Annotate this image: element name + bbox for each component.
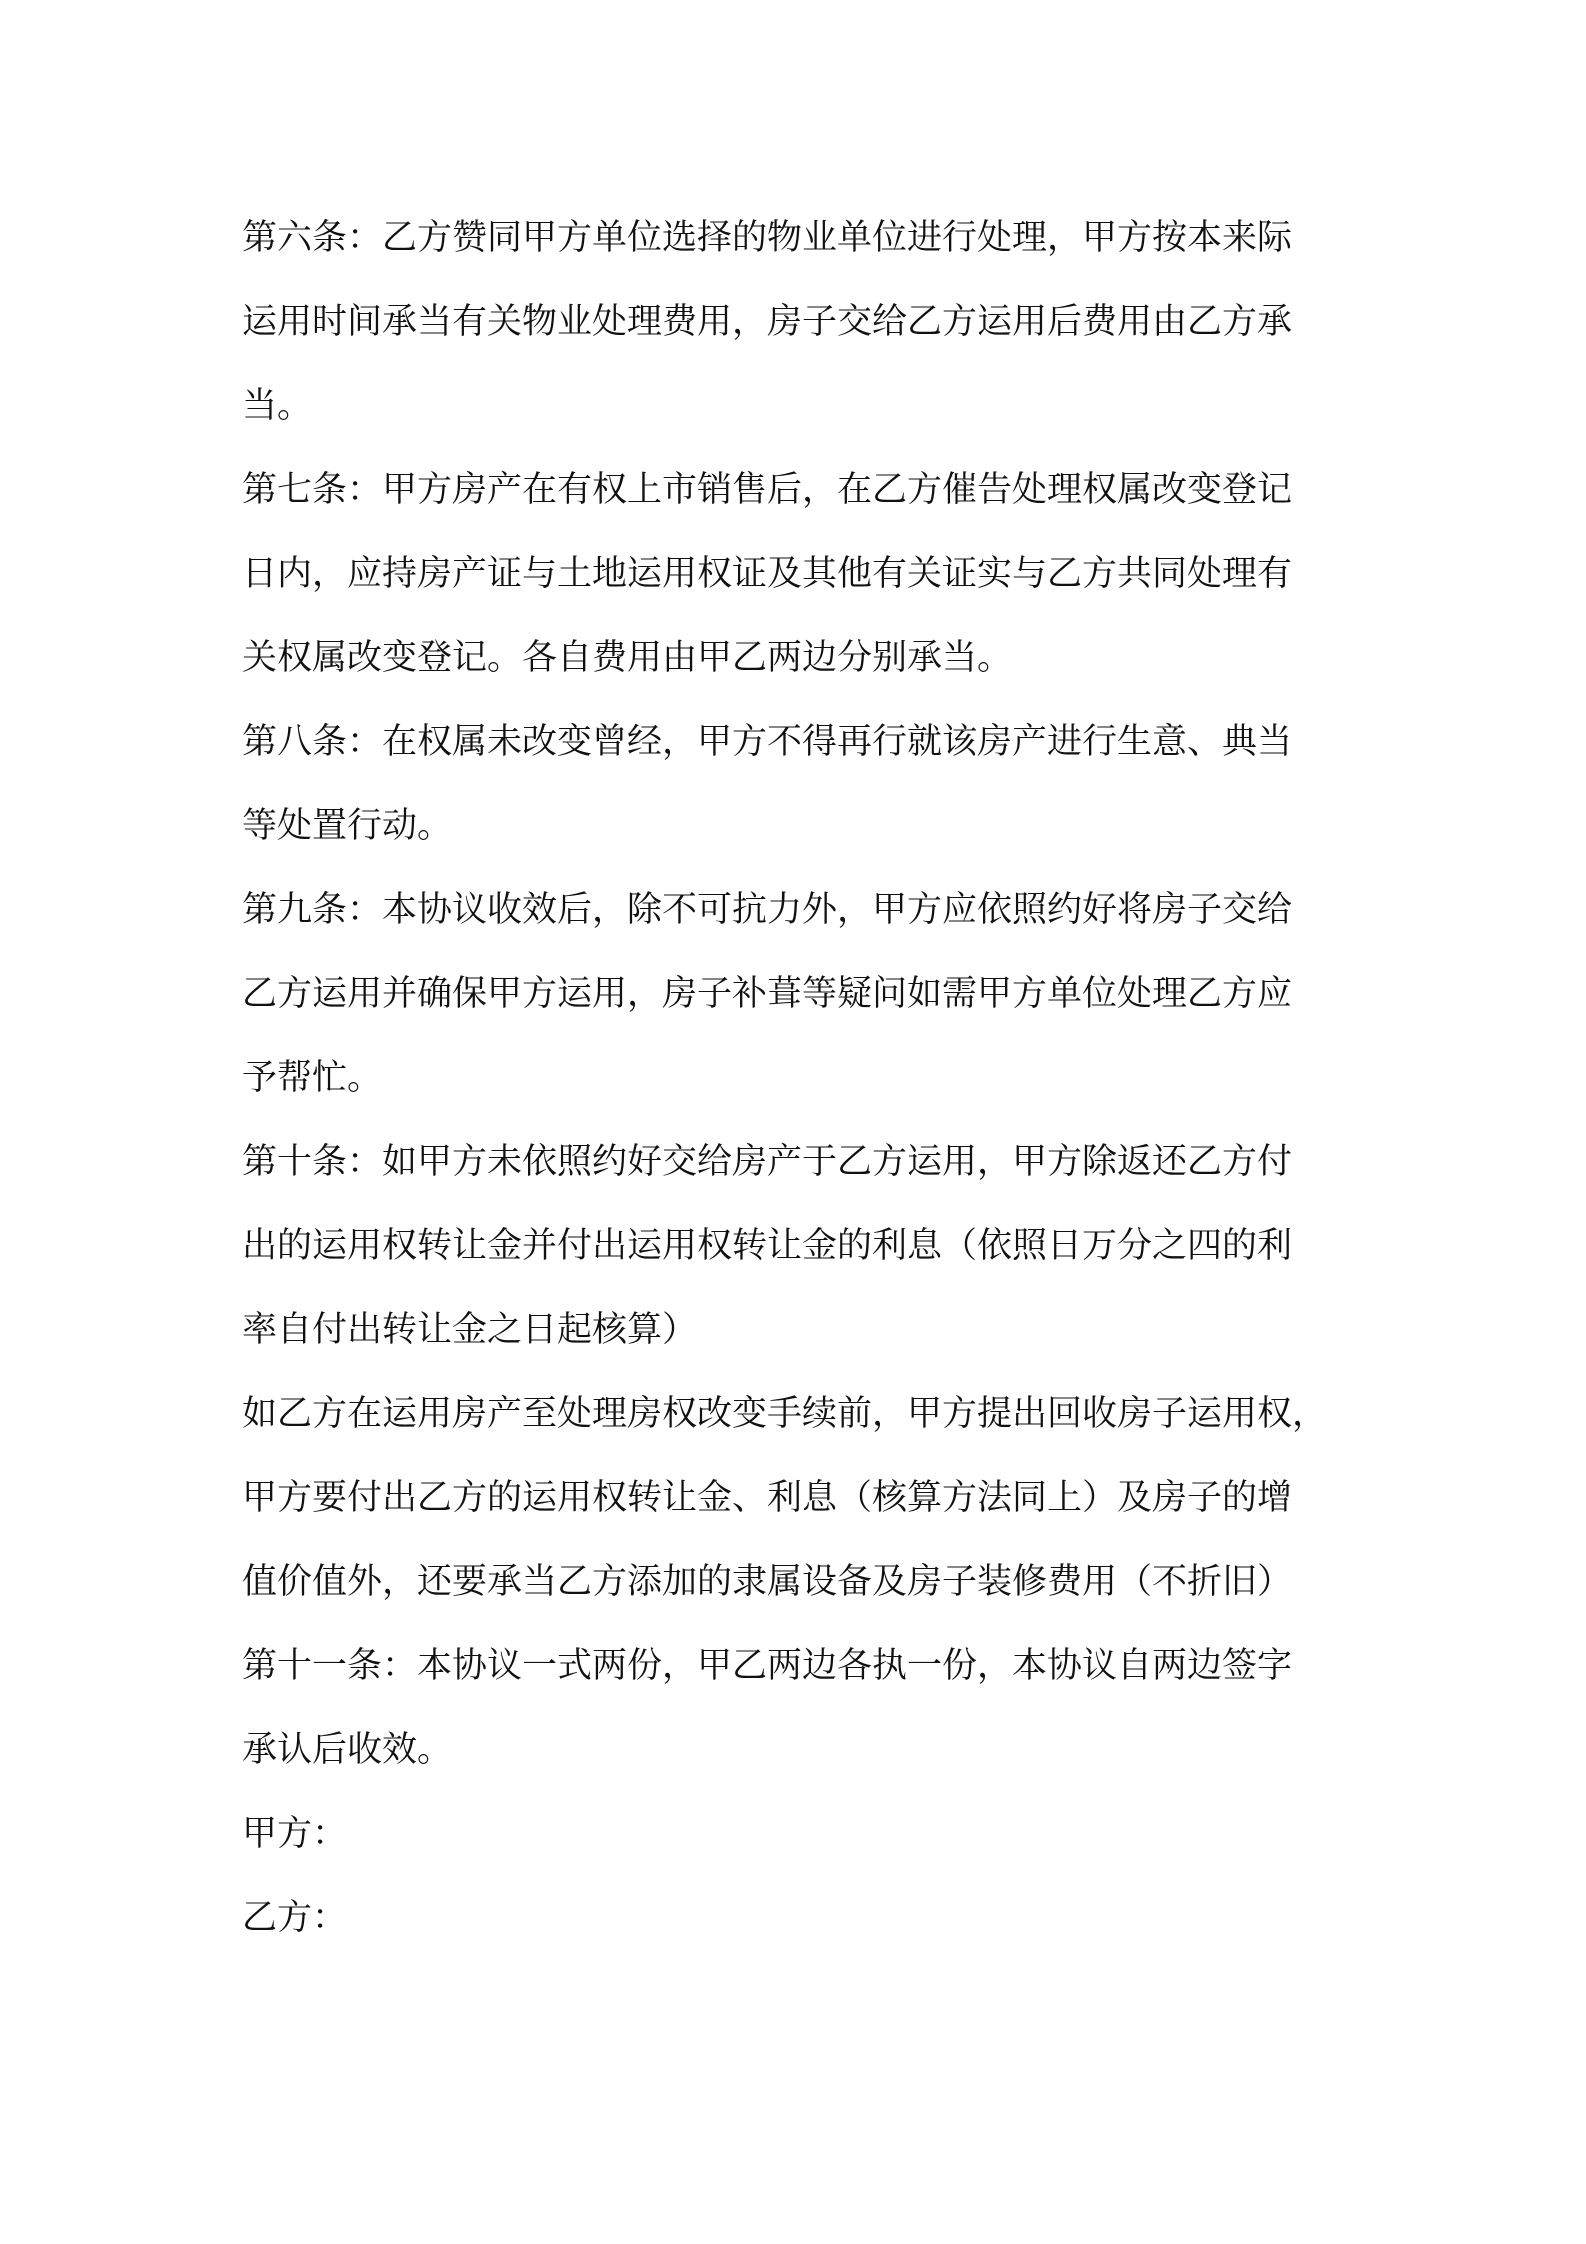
article-10-para2-line-1: 如乙方在运用房产至处理房权改变手续前，甲方提出回收房子运用权， <box>242 1394 1328 1434</box>
article-6-line-1: 第六条：乙方赞同甲方单位选择的物业单位进行处理，甲方按本来际 <box>242 218 1293 258</box>
article-6-line-2: 运用时间承当有关物业处理费用，房子交给乙方运用后费用由乙方承 <box>242 302 1293 342</box>
article-9-line-1: 第九条：本协议收效后，除不可抗力外，甲方应依照约好将房子交给 <box>242 890 1293 930</box>
article-7-line-3: 关权属改变登记。各自费用由甲乙两边分别承当。 <box>242 638 1013 678</box>
article-10-line-1: 第十条：如甲方未依照约好交给房产于乙方运用，甲方除返还乙方付 <box>242 1142 1293 1182</box>
article-9-line-3: 予帮忙。 <box>242 1058 383 1098</box>
article-10-para2-line-2: 甲方要付出乙方的运用权转让金、利息（核算方法同上）及房子的增 <box>242 1478 1293 1518</box>
article-6-line-3: 当。 <box>242 386 313 426</box>
article-10-para2-line-3: 值价值外，还要承当乙方添加的隶属设备及房子装修费用（不折旧） <box>242 1562 1293 1602</box>
article-10-line-2: 出的运用权转让金并付出运用权转让金的利息（依照日万分之四的利 <box>242 1226 1293 1266</box>
article-9-line-2: 乙方运用并确保甲方运用，房子补葺等疑问如需甲方单位处理乙方应 <box>242 974 1293 1014</box>
article-7-line-1: 第七条：甲方房产在有权上市销售后，在乙方催告处理权属改变登记 <box>242 470 1293 510</box>
article-10-line-3: 率自付出转让金之日起核算） <box>242 1310 698 1350</box>
article-7-line-2: 日内，应持房产证与土地运用权证及其他有关证实与乙方共同处理有 <box>242 554 1293 594</box>
article-8-line-1: 第八条：在权属未改变曾经，甲方不得再行就该房产进行生意、典当 <box>242 722 1293 762</box>
article-11-line-2: 承认后收效。 <box>242 1730 453 1770</box>
party-a-signature-label: 甲方： <box>242 1814 348 1854</box>
document-body <box>242 196 1372 1960</box>
article-8-line-2: 等处置行动。 <box>242 806 453 846</box>
party-b-signature-label: 乙方： <box>242 1898 348 1938</box>
article-11-line-1: 第十一条：本协议一式两份，甲乙两边各执一份，本协议自两边签字 <box>242 1646 1293 1686</box>
